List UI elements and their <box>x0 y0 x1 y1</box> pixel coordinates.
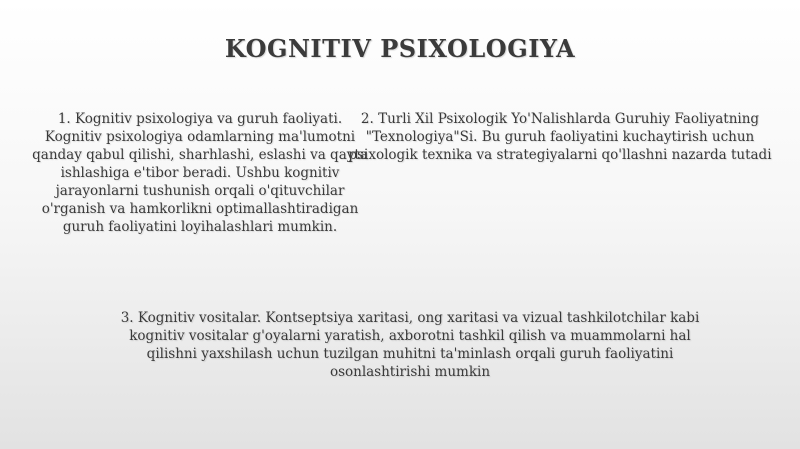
paragraph-cognitive-psychology: 1. Kognitiv psixologiya va guruh faoliyati. Kognitiv psixologiya odamlarning ma'lumotni qanday qabul qilishi, sharhlashi, eslashi va qayta ishlashiga e'tibor beradi. Ushbu kognitiv jarayonlarni tushunish orqali o'qituvchilar o'rganish va hamkorlikni optimallashtiradigan guruh faoliyatini loyihalashlari mumkin. <box>32 111 368 235</box>
paragraph-group-activity-technology: 2. Turli Xil Psixologik Yo'Nalishlarda Guruhiy Faoliyatning "Texnologiya"Si. Bu guruh faoliyatini kuchaytirish uchun psixologik texnika va strategiyalarni qo'llashni nazarda tutadi <box>348 111 772 163</box>
slide-title: KOGNITIV PSIXOLOGIYA <box>224 34 576 63</box>
paragraph-cognitive-tools: 3. Kognitiv vositalar. Kontseptsiya xaritasi, ong xaritasi va vizual tashkilotchilar kabi kognitiv vositalar g'oyalarni yaratish, axborotni tashkil qilish va muammolarni hal qilishni yaxshilash uchun tuzilgan muhitni ta'minlash orqali guruh faoliyatini osonlashtirishi mumkin <box>120 310 700 380</box>
